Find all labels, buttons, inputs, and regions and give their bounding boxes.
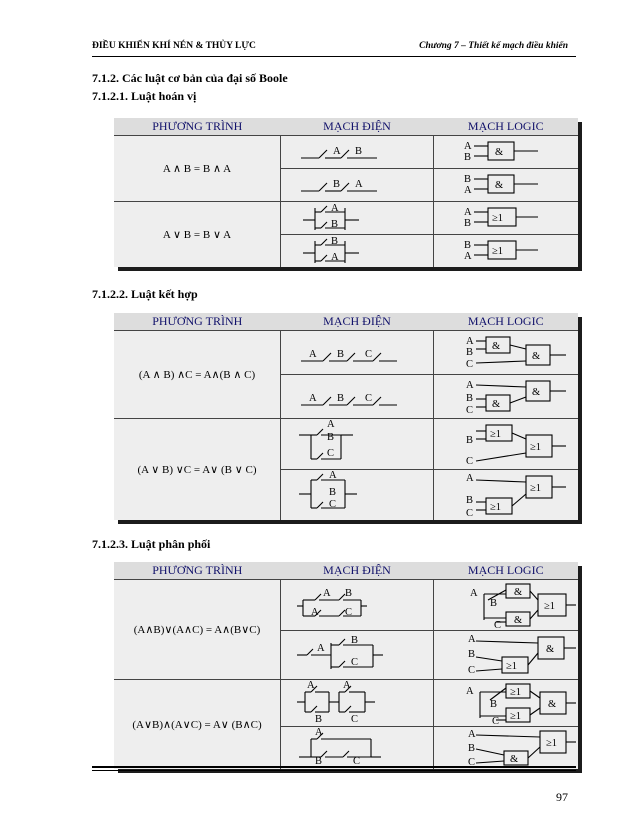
circuit-cell [281,331,434,375]
input-label: A [466,380,474,391]
contact-label: A [307,680,315,691]
equation-cell: (A ∧ B) ∧C = A∧(B ∧ C) [114,331,281,419]
contact-label: C [351,657,359,668]
series-of-parallel-contacts [281,680,433,726]
input-label: B [468,743,476,754]
contact-label: A [317,643,325,654]
col-header-circuit: MẠCH ĐIỆN [281,562,434,580]
equation-cell: (A ∨ B) ∨C = A∨ (B ∨ C) [114,419,281,521]
gate-symbol: & [546,644,555,655]
gate-symbol: & [514,615,523,626]
contact-label: C [365,393,373,404]
cascaded-and-gates [434,375,578,418]
col-header-equation: PHƯƠNG TRÌNH [114,313,281,331]
input-label: C [494,620,502,630]
contact-label: C [351,714,359,725]
input-label: A [464,251,472,262]
circuit-cell [281,680,434,727]
and-gate-diagram [434,136,578,168]
input-label: C [468,757,476,768]
associative-law-table [114,313,578,520]
gate-symbol: & [495,180,504,191]
or-gate-diagram [434,235,578,267]
cascaded-or-gates [434,419,578,469]
circuit-cell [281,419,434,470]
col-header-circuit: MẠCH ĐIỆN [281,118,434,136]
contact-label: B [331,219,339,230]
gate-symbol: & [495,147,504,158]
and-gate-diagram [434,169,578,201]
col-header-equation: PHƯƠNG TRÌNH [114,118,281,136]
input-label: B [490,699,498,710]
gate-symbol: & [492,341,501,352]
input-label: A [468,634,476,645]
contact-label: A [327,419,335,430]
logic-cell [434,727,579,770]
logic-cell [434,680,579,727]
or-and-gate-network [434,631,578,679]
circuit-cell [281,631,434,680]
input-label: A [466,336,474,347]
input-label: C [466,359,474,370]
circuit-cell [281,727,434,770]
series-parallel-contact-diagram [281,631,433,679]
input-label: B [464,174,472,185]
subsection-heading-associative: 7.1.2.2. Luật kết hợp [92,287,198,301]
gate-symbol: & [510,754,519,765]
gate-symbol: & [532,351,541,362]
series-contact-diagram [281,331,433,374]
contact-label: B [337,349,345,360]
contact-label: C [353,756,361,767]
input-label: A [468,729,476,740]
gate-symbol: & [532,387,541,398]
gate-symbol: ≥1 [530,483,542,494]
parallel-contact-diagram [281,235,433,267]
equation-cell: (A∨B)∧(A∨C) = A∨ (B∧C) [114,680,281,770]
series-contact-diagram [281,375,433,418]
gate-symbol: ≥1 [510,711,522,722]
contact-label: A [315,727,323,738]
section-heading: 7.1.2. Các luật cơ bản của đại số Boole [92,71,288,85]
input-label: A [470,588,478,599]
contact-label: B [355,146,363,157]
footer-rule-thick [92,766,576,768]
logic-cell [434,136,579,169]
contact-label: B [327,432,335,443]
input-label: B [466,495,474,506]
page-number: 97 [556,790,568,804]
gate-symbol: ≥1 [510,687,522,698]
col-header-logic: MẠCH LOGIC [434,118,579,136]
input-label: A [464,185,472,196]
running-header-left: ĐIỀU KHIỂN KHÍ NÉN & THỦY LỰC [92,41,256,51]
contact-label: B [333,179,341,190]
contact-label: A [343,680,351,691]
contact-label: A [331,252,339,263]
contact-label: A [309,393,317,404]
gate-symbol: & [492,399,501,410]
input-label: C [466,456,474,467]
circuit-cell [281,202,434,235]
gate-symbol: ≥1 [506,661,518,672]
input-label: C [466,405,474,416]
and-or-gate-network [434,580,578,630]
col-header-logic: MẠCH LOGIC [434,313,579,331]
gate-symbol: ≥1 [490,429,502,440]
subsection-heading-commutative: 7.1.2.1. Luật hoán vị [92,89,197,103]
col-header-circuit: MẠCH ĐIỆN [281,313,434,331]
col-header-equation: PHƯƠNG TRÌNH [114,562,281,580]
series-contact-diagram [281,136,433,168]
contact-label: B [337,393,345,404]
or-gate-diagram [434,202,578,234]
gate-symbol: ≥1 [544,601,556,612]
gate-symbol: ≥1 [546,738,558,749]
logic-cell [434,580,579,631]
gate-symbol: ≥1 [492,213,504,224]
gate-symbol: ≥1 [490,502,502,513]
gate-symbol: & [548,699,557,710]
logic-cell [434,235,579,268]
distributive-law-table [114,562,578,769]
cascaded-and-gates [434,331,578,374]
circuit-cell [281,169,434,202]
contact-label: B [331,236,339,247]
contact-label: B [345,588,353,599]
input-label: B [464,218,472,229]
footer-rule-thin [92,770,576,771]
input-label: B [466,435,474,446]
circuit-cell [281,470,434,521]
circuit-cell [281,375,434,419]
contact-label: A [323,588,331,599]
input-label: C [468,665,476,676]
col-header-logic: MẠCH LOGIC [434,562,579,580]
logic-cell [434,419,579,470]
running-header-right: Chương 7 – Thiết kế mạch điều khiển [419,41,568,51]
equation-cell: A ∨ B = B ∨ A [114,202,281,268]
gate-symbol: ≥1 [492,246,504,257]
circuit-cell [281,235,434,268]
logic-cell [434,169,579,202]
parallel-series-contact-diagram [281,580,433,630]
parallel-contact-diagram [281,202,433,234]
contact-label: A [329,470,337,481]
gate-symbol: & [514,587,523,598]
input-label: A [464,207,472,218]
input-label: B [464,240,472,251]
equation-cell: (A∧B)∨(A∧C) = A∧(B∨C) [114,580,281,680]
input-label: C [466,508,474,519]
contact-label: A [355,179,363,190]
input-label: B [490,598,498,609]
contact-label: B [351,635,359,646]
equation-cell: A ∧ B = B ∧ A [114,136,281,202]
contact-label: A [333,146,341,157]
contact-label: A [309,349,317,360]
logic-cell [434,202,579,235]
gate-symbol: ≥1 [530,442,542,453]
circuit-cell [281,580,434,631]
input-label: A [464,141,472,152]
contact-label: C [329,499,337,510]
input-label: B [464,152,472,163]
or-and-gate-network [434,680,578,726]
input-label: B [466,393,474,404]
input-label: B [466,347,474,358]
subsection-heading-distributive: 7.1.2.3. Luật phân phối [92,537,211,551]
series-contact-diagram [281,169,433,201]
input-label: C [492,716,500,726]
commutative-law-table [114,118,578,267]
contact-label: A [331,203,339,214]
parallel-series-contact-diagram [281,727,433,769]
and-or-gate-network [434,727,578,769]
logic-cell [434,375,579,419]
logic-cell [434,331,579,375]
contact-label: C [345,607,353,618]
input-label: A [466,473,474,484]
cascaded-or-gates [434,470,578,520]
logic-cell [434,470,579,521]
contact-label: B [315,714,323,725]
parallel-contact-diagram [281,419,433,469]
header-rule [92,56,576,57]
contact-label: C [365,349,373,360]
input-label: B [468,649,476,660]
logic-cell [434,631,579,680]
circuit-cell [281,136,434,169]
contact-label: C [327,448,335,459]
input-label: A [466,686,474,697]
parallel-contact-diagram [281,470,433,520]
contact-label: B [329,487,337,498]
contact-label: A [311,607,319,618]
contact-label: B [315,756,323,767]
